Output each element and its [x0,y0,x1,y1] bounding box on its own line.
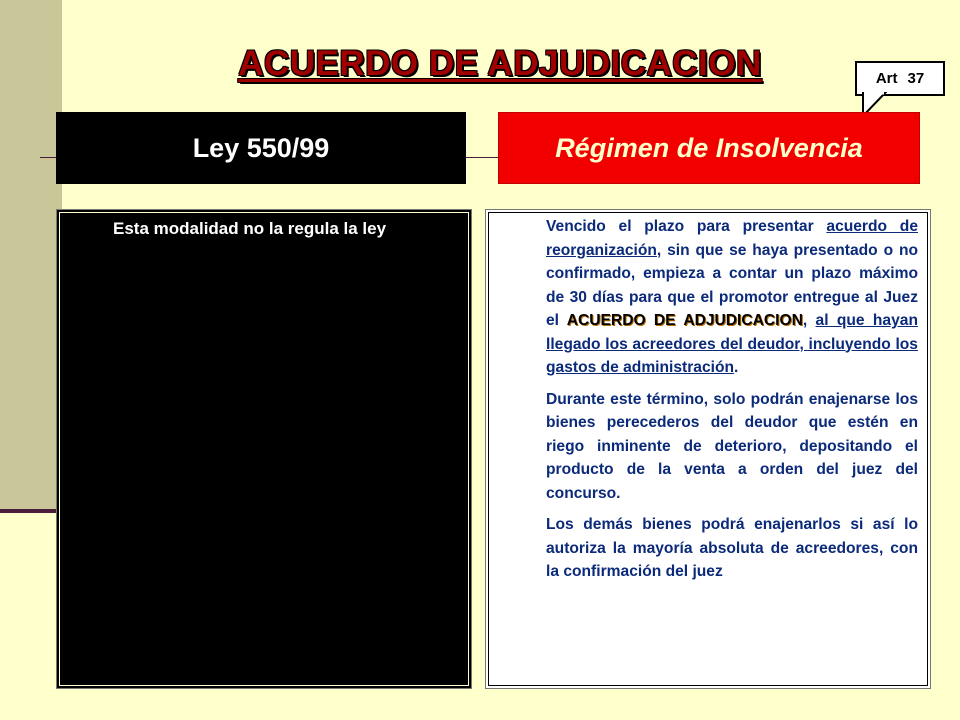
left-panel-frame [59,212,469,686]
page-title: ACUERDO DE ADJUDICACION [238,44,762,83]
article-callout-number: 37 [907,70,925,87]
paragraph-demas-bienes: Los demás bienes podrá enajenarlos si así lo autoriza la mayoría absoluta de acreedores, con la confirmación del juez [546,516,918,580]
p1-underlined-acreedores: al que hayan llegado los acreedores del deudor, incluyendo los gastos de administración [546,312,918,376]
p1-highlight-acuerdo: ACUERDO DE ADJUDICACION [566,312,803,329]
article-callout-label: Art [875,70,898,87]
right-panel-text [546,215,918,592]
header-ley-550: Ley 550/99 [56,112,466,184]
article-callout [855,61,945,96]
p1-text-g: . [734,359,739,376]
left-content-panel [56,209,472,689]
p1-text-c: , sin que se haya presentado o no confirmado, empieza a contar un plazo máximo de 30 días para que el promotor entregue al Juez el [546,241,918,329]
side-strip-rule [0,509,56,513]
p1-text-a: Vencido el plazo para presentar [546,218,827,235]
paragraph-termino: Durante este término, solo podrán enajenarse los bienes perecederos del deudor que estén en riego inminente de deterioro, depositando el producto de la venta a orden del juez del concurso. [546,390,918,502]
p1-underlined-reorganizacion: acuerdo de reorganización [546,218,918,259]
p1-text-e: , [802,312,816,329]
left-panel-text: Esta modalidad no la regula la ley [113,219,387,238]
right-content-panel [485,209,931,689]
header-regimen-insolvencia: Régimen de Insolvencia [498,112,920,184]
connector-line-middle [466,157,498,158]
paragraph-plazo [546,215,918,380]
